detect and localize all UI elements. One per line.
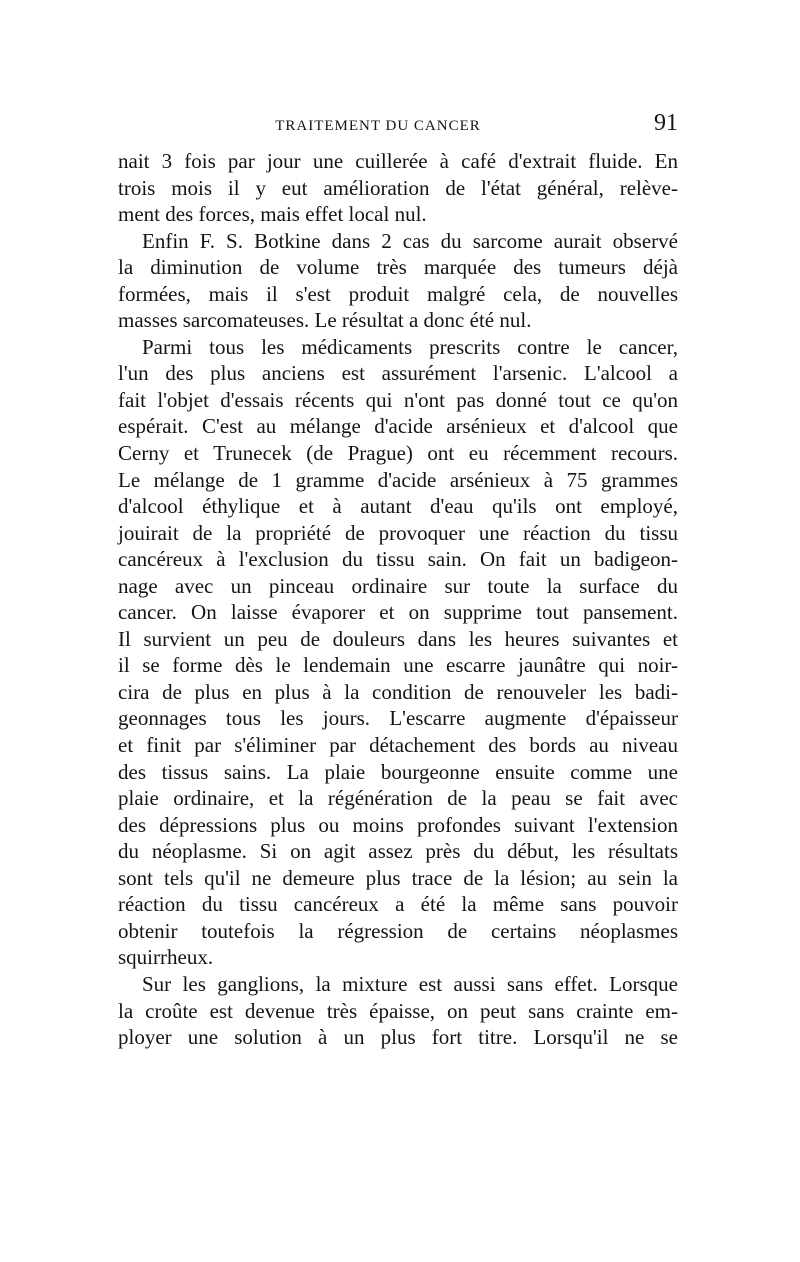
text-line: Le mélange de 1 gramme d'acide arsénieux à 75 grammes: [118, 467, 678, 492]
text-line: ment des forces, mais effet local nul.: [118, 202, 427, 227]
text-line: il se forme dès le lendemain une escarre jaunâtre qui noir-: [118, 653, 678, 678]
text-line: cancéreux à l'exclusion du tissu sain. On fait un badigeon-: [118, 547, 678, 572]
text-line: la croûte est devenue très épaisse, on peut sans crainte em-: [118, 998, 678, 1023]
running-title: TRAITEMENT DU CANCER: [275, 118, 481, 134]
page-number: 91: [654, 110, 678, 136]
text-line: d'alcool éthylique et à autant d'eau qu'ils ont employé,: [118, 494, 678, 519]
text-line: nait 3 fois par jour une cuillerée à café d'extrait fluide. En: [118, 149, 678, 173]
body-text: [118, 148, 678, 1051]
text-line: des tissus sains. La plaie bourgeonne ensuite comme une: [118, 759, 678, 784]
text-line: Parmi tous les médicaments prescrits contre le cancer,: [142, 334, 678, 359]
text-line: obtenir toutefois la régression de certains néoplasmes: [118, 918, 678, 943]
text-line: squirrheux.: [118, 945, 214, 970]
text-line: nage avec un pinceau ordinaire sur toute la surface du: [118, 573, 678, 598]
text-line: geonnages tous les jours. L'escarre augmente d'épaisseur: [118, 706, 678, 731]
text-line: des dépressions plus ou moins profondes suivant l'extension: [118, 812, 678, 837]
text-line: Sur les ganglions, la mixture est aussi sans effet. Lorsque: [142, 971, 678, 996]
text-line: ployer une solution à un plus fort titre. Lorsqu'il ne se: [118, 1025, 678, 1050]
text-line: et finit par s'éliminer par détachement des bords au niveau: [118, 733, 678, 758]
text-line: masses sarcomateuses. Le résultat a donc été nul.: [118, 308, 532, 333]
text-line: réaction du tissu cancéreux a été la même sans pouvoir: [118, 892, 678, 917]
text-line: Cerny et Trunecek (de Prague) ont eu récemment recours.: [118, 441, 678, 466]
text-line: du néoplasme. Si on agit assez près du début, les résultats: [118, 839, 678, 864]
text-line: sont tels qu'il ne demeure plus trace de la lésion; au sein la: [118, 865, 678, 890]
running-head: [118, 110, 678, 146]
text-line: cancer. On laisse évaporer et on supprime tout pansement.: [118, 600, 678, 625]
text-line: cira de plus en plus à la condition de renouveler les badi-: [118, 679, 678, 704]
text-line: l'un des plus anciens est assurément l'arsenic. L'alcool a: [118, 361, 678, 386]
text-line: jouirait de la propriété de provoquer une réaction du tissu: [118, 520, 678, 545]
text-line: Il survient un peu de douleurs dans les heures suivantes et: [118, 626, 678, 651]
text-line: espérait. C'est au mélange d'acide arsénieux et d'alcool que: [118, 414, 678, 439]
text-line: trois mois il y eut amélioration de l'état général, relève-: [118, 175, 678, 200]
text-line: fait l'objet d'essais récents qui n'ont pas donné tout ce qu'on: [118, 387, 678, 412]
text-line: Enfin F. S. Botkine dans 2 cas du sarcome aurait observé: [142, 228, 678, 253]
text-line: formées, mais il s'est produit malgré cela, de nouvelles: [118, 281, 678, 306]
text-line: plaie ordinaire, et la régénération de la peau se fait avec: [118, 786, 678, 811]
text-line: la diminution de volume très marquée des tumeurs déjà: [118, 255, 678, 280]
